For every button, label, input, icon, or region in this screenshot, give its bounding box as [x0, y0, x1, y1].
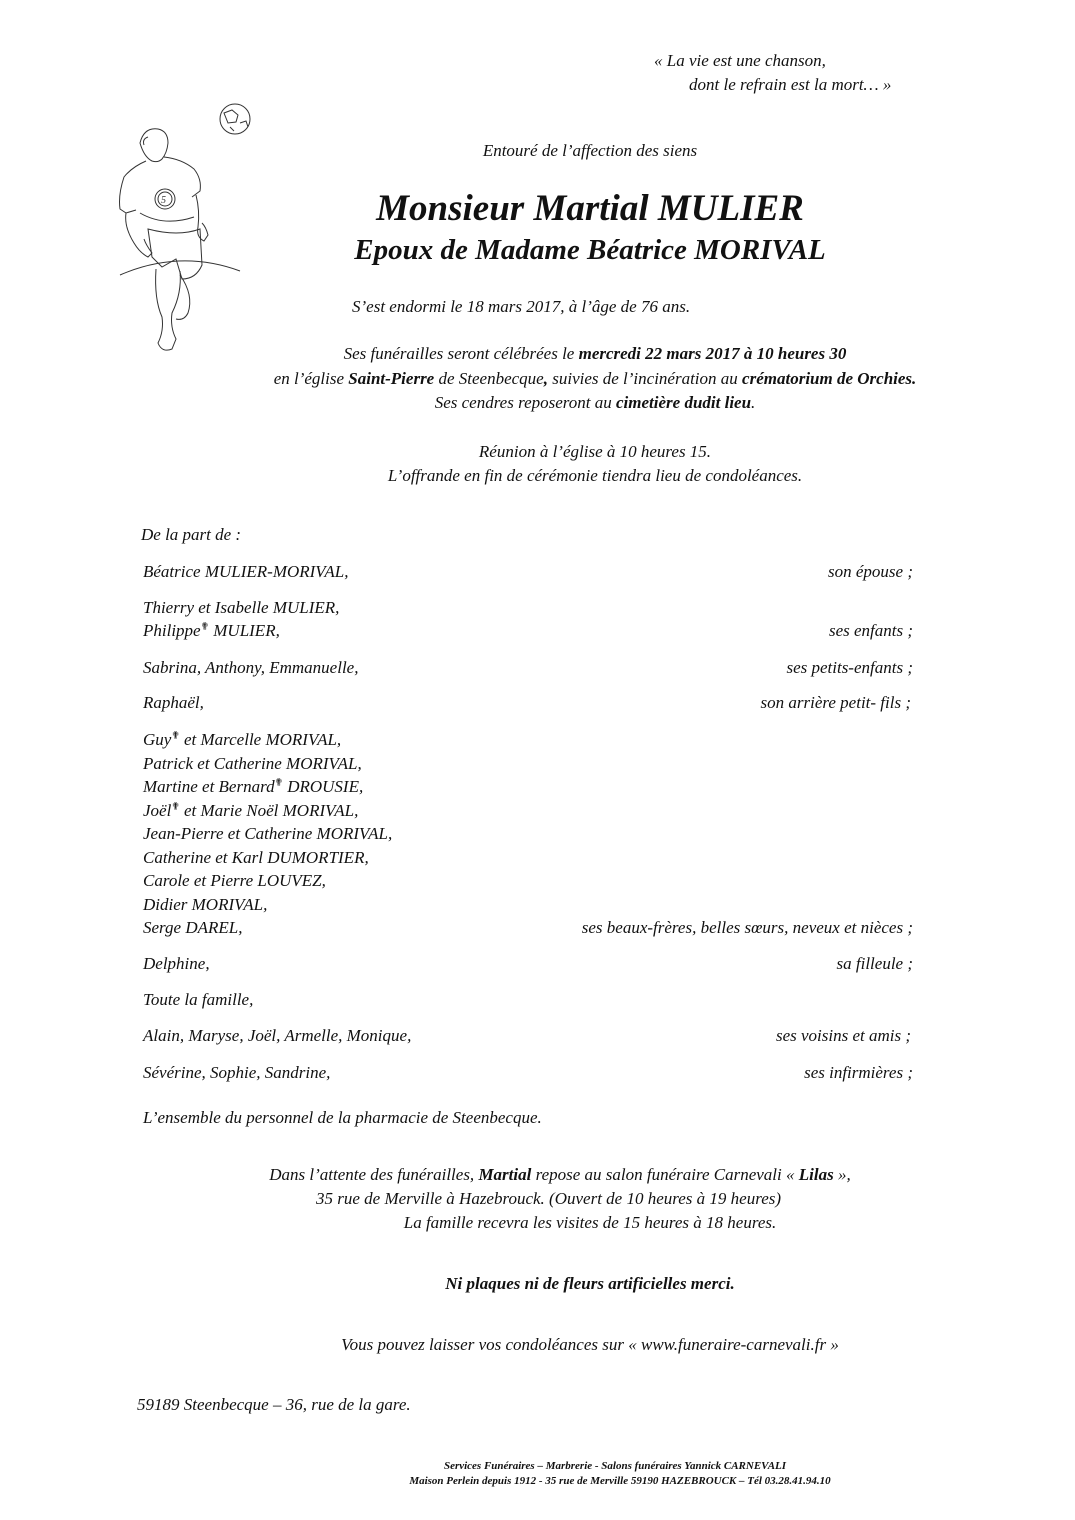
- funeral-line-2-b: de Steenbecque: [434, 369, 544, 388]
- spouse-line: Epoux de Madame Béatrice MORIVAL: [354, 234, 826, 266]
- no-flowers-notice: Ni plaques ni de fleurs artificielles merci.: [445, 1274, 735, 1293]
- cross-icon: ✟: [274, 777, 283, 789]
- salon-line-1: [200, 1164, 920, 1186]
- family-name: [143, 728, 341, 752]
- family-address: 59189 Steenbecque – 36, rue de la gare.: [137, 1395, 411, 1414]
- funeral-comma: ,: [543, 369, 548, 388]
- family-name: Sabrina, Anthony, Emmanuelle,: [143, 658, 359, 677]
- family-name: L’ensemble du personnel de la pharmacie de Steenbecque.: [143, 1108, 542, 1127]
- family-name: Alain, Maryse, Joël, Armelle, Monique,: [143, 1026, 412, 1045]
- family-name: Carole et Pierre LOUVEZ,: [143, 871, 326, 890]
- salon-text-a: Dans l’attente des funérailles,: [269, 1165, 479, 1184]
- family-name: Delphine,: [143, 954, 210, 973]
- football-player-illustration: [118, 103, 268, 368]
- family-name: Thierry et Isabelle MULIER,: [143, 598, 340, 617]
- salon-line-2: 35 rue de Merville à Hazebrouck. (Ouvert de 10 heures à 19 heures): [316, 1189, 782, 1208]
- cross-icon: ✟: [200, 621, 209, 633]
- family-name: Béatrice MULIER-MORIVAL,: [143, 562, 349, 581]
- family-name: Toute la famille,: [143, 990, 254, 1009]
- funeral-line-2-c: suivies de l’incinération au: [547, 369, 743, 388]
- church-name: Saint-Pierre: [348, 369, 435, 388]
- family-name: Jean-Pierre et Catherine MORIVAL,: [143, 824, 393, 843]
- footer-line-1: Services Funéraires – Marbrerie - Salons funéraires Yannick CARNEVALI: [443, 1460, 787, 1472]
- footer-line-2: Maison Perlein depuis 1912 - 35 rue de Merville 59190 HAZEBROUCK – Tél 03.28.41.94.10: [409, 1475, 831, 1487]
- family-relation: ses enfants ;: [828, 621, 913, 640]
- deceased-name: Monsieur Martial MULIER: [376, 188, 804, 229]
- cemetery-name: cimetière dudit lieu: [616, 393, 752, 412]
- family-name-part: et Marie Noël MORIVAL,: [179, 800, 359, 820]
- family-name: [143, 775, 363, 799]
- family-relation: son arrière petit- fils ;: [760, 693, 911, 712]
- family-relation: son épouse ;: [828, 562, 913, 581]
- family-relation: ses beaux-frères, belles sœurs, neveux et nièces ;: [581, 918, 913, 937]
- salon-text-c: »,: [833, 1165, 851, 1184]
- funeral-line-3-b: .: [751, 393, 756, 412]
- family-name-part: MULIER,: [209, 621, 280, 640]
- funeral-line-3: [200, 392, 990, 414]
- salon-line-3: La famille recevra les visites de 15 heures à 18 heures.: [403, 1213, 777, 1232]
- epigraph-line-1: « La vie est une chanson,: [654, 51, 826, 70]
- salon-room-name: Lilas: [798, 1165, 834, 1184]
- family-name-part: et Marcelle MORIVAL,: [179, 730, 342, 749]
- funeral-line-1: [200, 343, 990, 365]
- family-name-part: Philippe: [143, 621, 201, 640]
- cross-icon: ✟: [171, 730, 180, 742]
- family-name-part: DROUSIE,: [282, 777, 364, 796]
- epigraph-line-2: dont le refrain est la mort… »: [689, 75, 892, 94]
- football-player-icon: [118, 103, 268, 368]
- family-relation: ses petits-enfants ;: [786, 658, 913, 677]
- funeral-line-2: [195, 368, 995, 390]
- salon-name-first: Martial: [478, 1165, 532, 1184]
- jersey-number: 5: [161, 195, 166, 206]
- cross-icon: ✟: [171, 800, 180, 812]
- family-relation: ses infirmières ;: [804, 1063, 913, 1082]
- family-name: [143, 799, 358, 823]
- family-name: Didier MORIVAL,: [143, 894, 268, 914]
- family-name-part: Martine et Bernard: [143, 777, 275, 796]
- intro-text: Entouré de l’affection des siens: [482, 141, 698, 160]
- condolences-notice: Vous pouvez laisser vos condoléances sur « www.funeraire-carnevali.fr »: [341, 1335, 839, 1354]
- death-notice: S’est endormi le 18 mars 2017, à l’âge de 76 ans.: [352, 297, 691, 316]
- family-name: Patrick et Catherine MORIVAL,: [143, 753, 362, 773]
- family-name: [143, 619, 280, 643]
- family-relation: ses voisins et amis ;: [775, 1026, 911, 1045]
- family-name-part: Joël: [143, 800, 172, 820]
- family-name: Raphaël,: [143, 693, 204, 712]
- family-name-part: Guy: [143, 730, 172, 749]
- meeting-line-2: L’offrande en fin de cérémonie tiendra lieu de condoléances.: [387, 466, 803, 485]
- funeral-line-3-a: Ses cendres reposeront au: [434, 393, 616, 412]
- family-name: Catherine et Karl DUMORTIER,: [143, 847, 369, 867]
- funeral-line-2-a: en l’église: [273, 369, 349, 388]
- family-relation: sa filleule ;: [836, 954, 913, 973]
- family-name: Sévérine, Sophie, Sandrine,: [143, 1063, 331, 1082]
- funeral-line-1-text: Ses funérailles seront célébrées le: [343, 344, 579, 363]
- crematorium-name: crématorium de Orchies.: [742, 369, 917, 388]
- salon-text-b: repose au salon funéraire Carnevali «: [531, 1165, 799, 1184]
- funeral-date: mercredi 22 mars 2017 à 10 heures 30: [578, 344, 847, 363]
- family-name: Serge DAREL,: [143, 918, 243, 937]
- meeting-line-1: Réunion à l’église à 10 heures 15.: [478, 442, 712, 461]
- from-label: De la part de :: [141, 525, 242, 544]
